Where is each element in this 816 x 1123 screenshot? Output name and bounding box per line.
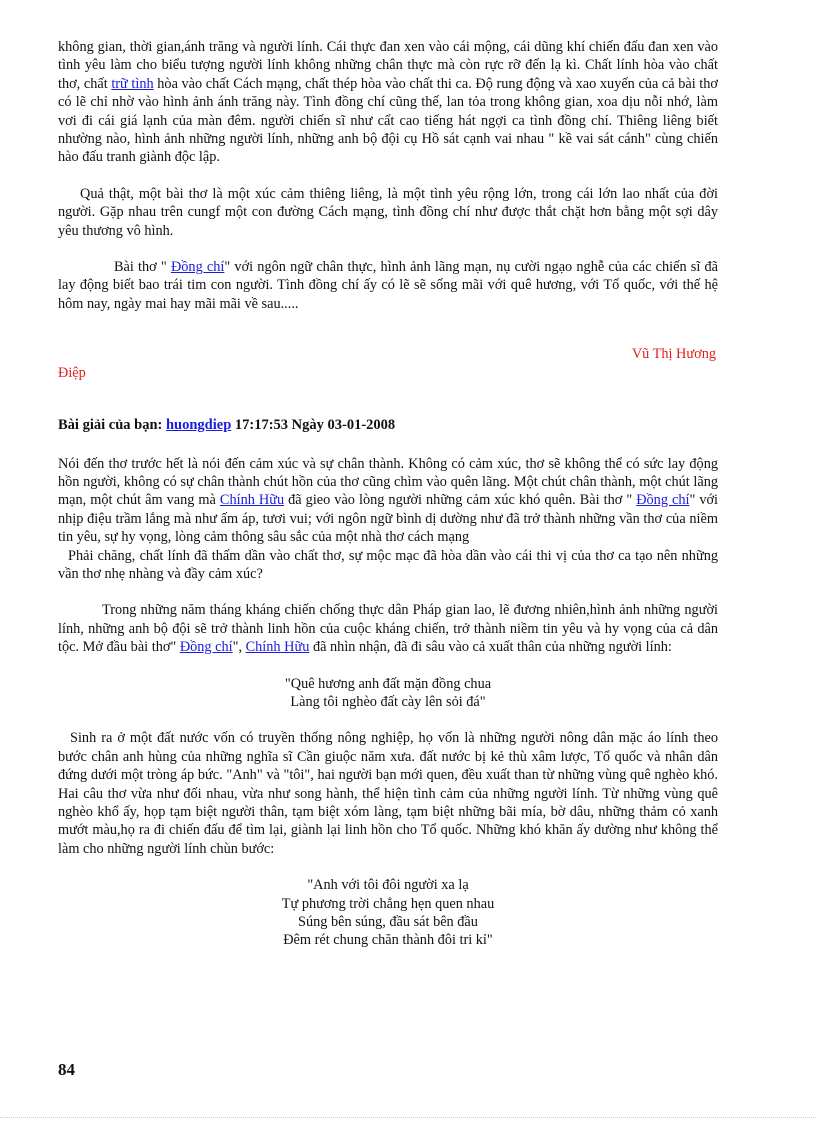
- signature: [58, 345, 718, 382]
- verse-line: Tự phương trời chẳng hẹn quen nhau: [281, 895, 495, 912]
- paragraph-3: Bài thơ " Đồng chí" với ngôn ngữ chân thực, hình ảnh lãng mạn, nụ cười ngạo nghễ của các chiến sĩ đã lay động biết bao trái tim con người. Tình đồng chí ấy có lẽ sẽ sống mãi với quê hương, với Tổ quốc, với thế hệ hôm nay, ngày mai hay mãi mãi về sau.....: [58, 259, 719, 312]
- link-dong-chi-3[interactable]: Đồng chí: [179, 639, 233, 656]
- page-bottom-divider: [0, 1117, 816, 1118]
- link-chinh-huu[interactable]: Chính Hữu: [219, 492, 285, 509]
- author-link[interactable]: huongdiep: [165, 417, 232, 434]
- verse-2: [58, 876, 718, 950]
- document-body: [58, 38, 718, 950]
- paragraph-4: Nói đến thơ trước hết là nói đến cảm xúc và sự chân thành. Không có cảm xúc, thơ sẽ không thể có sức lay động hồn người, không có sự chân thành chút hồn của thơ cũng chìm vào quên lãng. Một chút chân thành, một chút lãng mạn, một chút âm vang mà Chính Hữu đã gieo vào lòng người những cảm xúc khó quên. Bài thơ " Đồng chí" với nhịp điệu trầm lắng mà như ấm áp, tươi vui; với ngôn ngữ bình dị dường như đã trở thành những vần thơ của niềm tin yêu, sự hy vọng, lòng cảm thông sâu sắc của một nhà thơ cách mạng: [58, 455, 719, 546]
- verse-line: Làng tôi nghèo đất cày lên sỏi đá": [290, 693, 486, 710]
- link-tru-tinh[interactable]: trữ tình: [111, 75, 154, 92]
- answer-header: Bài giải của bạn: huongdiep 17:17:53 Ngày 03-01-2008: [58, 417, 396, 434]
- paragraph-1: không gian, thời gian,ánh trăng và người lính. Cái thực đan xen vào cái mộng, cái dũng khí chiến đấu đan xen vào tình yêu làm cho biểu tượng người lính không những chân thực mà còn rực rỡ đến lạ kì. Chất lính hòa vào chất thơ, chất trữ tình hòa vào chất Cách mạng, chất thép hòa vào chất thi ca. Độ rung động và xao xuyến của cả bài thơ có lẽ chỉ nhờ vào hình ảnh ánh trăng này. Tình đồng chí cũng thế, lan tỏa trong không gian, xoa dịu nỗi nhớ, làm vơi đi cái giá lạnh của màn đêm. người chiến sĩ như cất cao tiếng hát ngợi ca tình đồng chí. Thiêng liêng biết nhường nào, hình ảnh những người lính, những anh bộ đội cụ Hồ sát cạnh vai nhau " kề vai sát cánh" cùng chiến hào đấu tranh giành độc lập.: [58, 39, 718, 166]
- link-dong-chi-2[interactable]: Đồng chí: [636, 492, 690, 509]
- paragraph-6: Trong những năm tháng kháng chiến chống thực dân Pháp gian lao, lẽ đương nhiên,hình ảnh những người lính, những anh bộ đội sẽ trở thành linh hồn của cuộc kháng chiến, trở thành niềm tin yêu và hy vọng của cả dân tộc. Mở đầu bài thơ" Đồng chí", Chính Hữu đã nhìn nhận, đã đi sâu vào cả xuất thân của những người lính:: [58, 602, 718, 656]
- paragraph-2: Quả thật, một bài thơ là một xúc cảm thiêng liêng, là một tình yêu rộng lớn, trong cái lớn lao nhất của đời người. Gặp nhau trên cungf một con đường Cách mạng, tình đồng chí như được thắt chặt hơn bằng một sợi dây yêu thương vô hình.: [58, 185, 718, 239]
- page-number: 84: [58, 1060, 75, 1079]
- verse-line: "Quê hương anh đất mặn đồng chua: [284, 675, 492, 692]
- verse-1: [58, 675, 718, 712]
- paragraph-7: Sinh ra ở một đất nước vốn có truyền thống nông nghiệp, họ vốn là những người nông dân mặc áo lính theo bước chân anh hùng của những nghĩa sĩ Cần giuộc năm xưa. đất nước bị kẻ thù xâm lược, Tổ quốc và nhân dân đứng dưới một tròng áp bức. "Anh" và "tôi", hai người bạn mới quen, đều xuất than từ những vùng quê nghèo khó. Hai câu thơ vừa như đối nhau, vừa như song hành, thể hiện tình cảm của những người lính. Từ những vùng quê nghèo khổ ấy, họp tạm biệt người thân, tạm biệt xóm làng, tạm biệt những bãi mía, bờ dâu, những thảm cỏ xanh mướt màu,họ ra đi chiến đấu để tìm lại, giành lại linh hồn cho Tổ quốc. Những khó khăn ấy dường như không thể làm cho những người lính chùn bước:: [58, 730, 718, 857]
- verse-line: "Anh với tôi đôi người xa lạ: [307, 877, 469, 894]
- paragraph-5: Phải chăng, chất lính đã thấm dần vào chất thơ, sự mộc mạc đã hòa dần vào cái thi vị của thơ ca tạo nên những vần thơ nhẹ nhàng và đầy cảm xúc?: [58, 547, 718, 582]
- signature-line-1: Vũ Thị Hương: [631, 346, 716, 363]
- verse-line: Súng bên súng, đầu sát bên đầu: [298, 914, 478, 931]
- link-chinh-huu-2[interactable]: Chính Hữu: [245, 639, 310, 656]
- verse-line: Đêm rét chung chăn thành đôi tri kỉ": [283, 932, 493, 949]
- link-dong-chi[interactable]: Đồng chí: [170, 259, 225, 276]
- signature-line-2: Điệp: [58, 364, 86, 381]
